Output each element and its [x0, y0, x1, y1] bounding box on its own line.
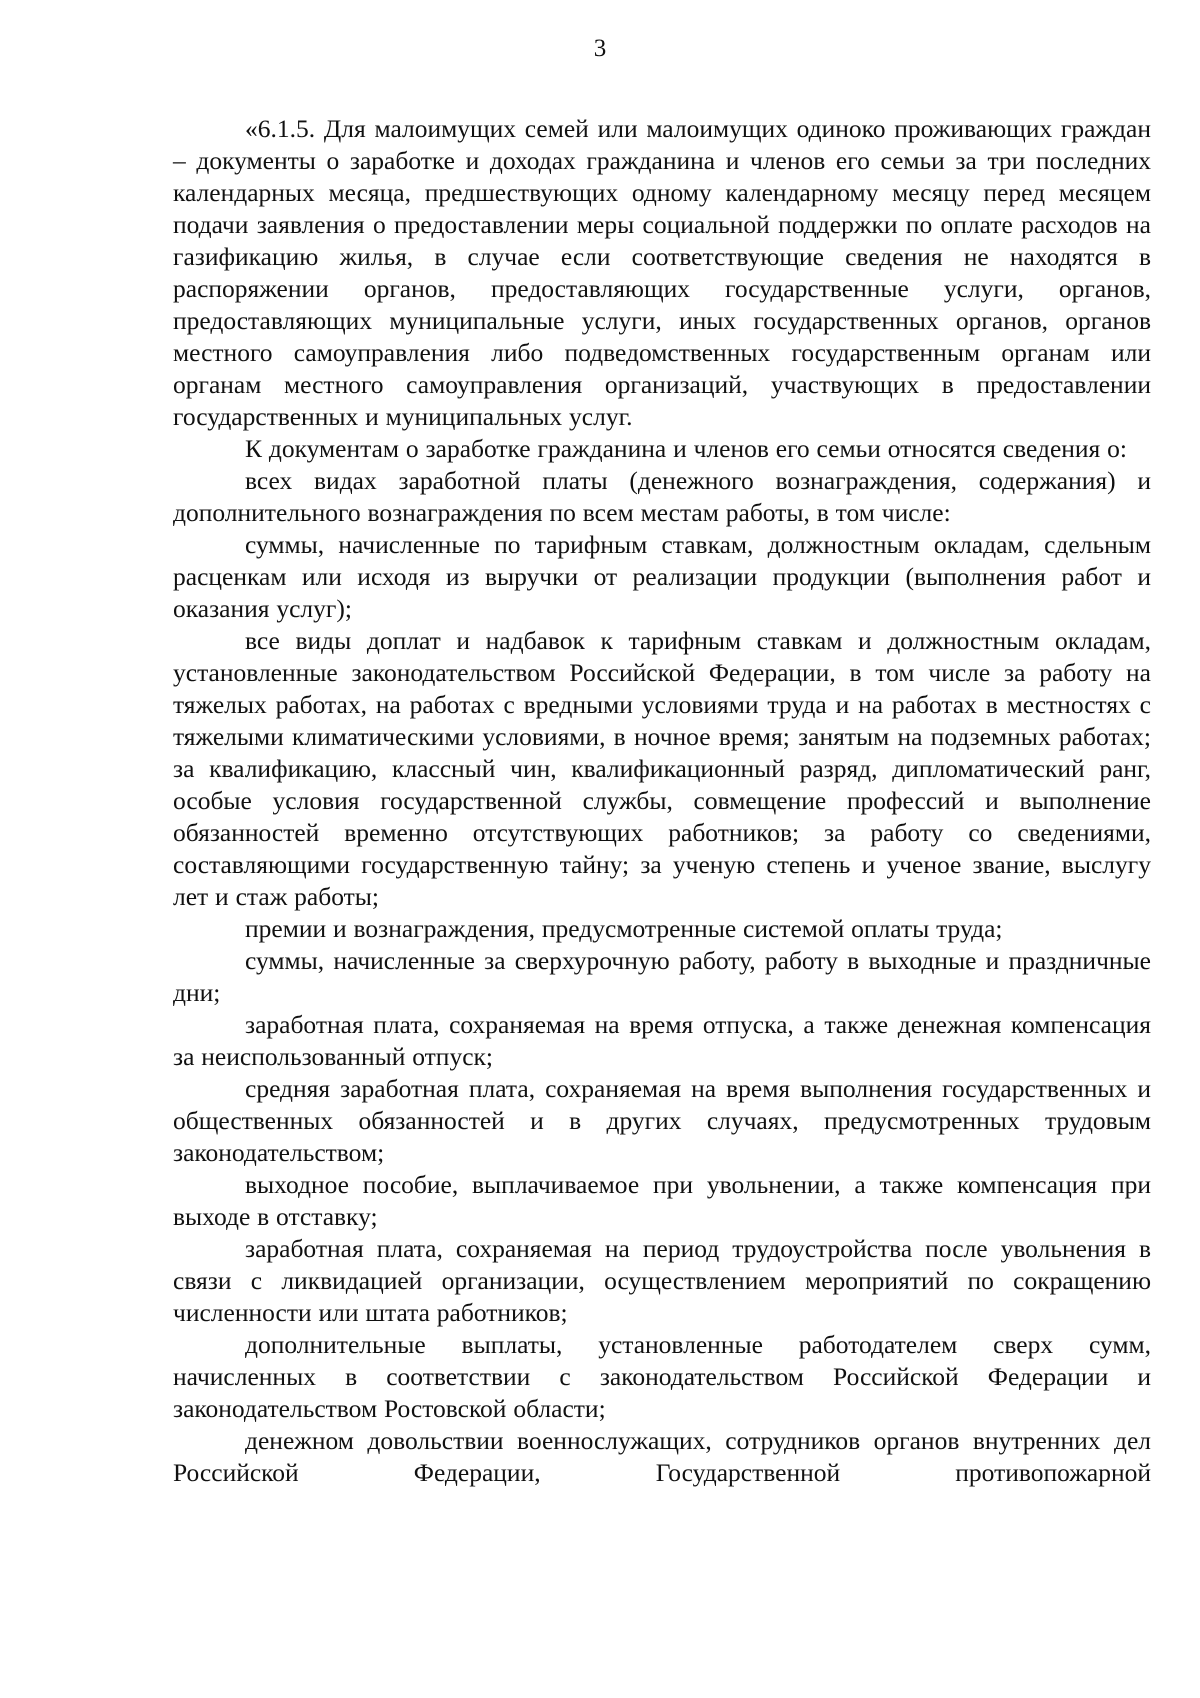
paragraph-average-wage: средняя заработная плата, сохраняемая на время выполнения государственных и общественных обязанностей и в других случаях, предусмотренных трудовым законодательством;: [173, 1074, 1151, 1167]
paragraph-allowances: все виды доплат и надбавок к тарифным ставкам и должностным окладам, установленные законодательством Российской Федерации, в том числе за работу на тяжелых работах, на работах с вредными условиями труда и на работах в местностях с тяжелыми климатическими условиями, в ночное время; занятым на подземных работах; за квалификацию, классный чин, квалификационный разряд, дипломатический ранг, особые условия государственной службы, совмещение профессий и выполнение обязанностей временно отсутствующих работников; за работу со сведениями, составляющими государственную тайну; за ученую степень и ученое звание, выслугу лет и стаж работы;: [173, 626, 1151, 911]
paragraph-employment-period: заработная плата, сохраняемая на период трудоустройства после увольнения в связи с ликвидацией организации, осуществлением мероприятий по сокращению численности или штата работников;: [173, 1234, 1151, 1327]
paragraph-military-allowance: денежном довольствии военнослужащих, сотрудников органов внутренних дел Российской Федерации, Государственной противопожарной: [173, 1426, 1151, 1487]
paragraph-wage-types: всех видах заработной платы (денежного вознаграждения, содержания) и дополнительного вознаграждения по всем местам работы, в том числе:: [173, 466, 1151, 527]
page-number: 3: [593, 35, 607, 62]
paragraph-vacation-pay: заработная плата, сохраняемая на время отпуска, а также денежная компенсация за неиспользованный отпуск;: [173, 1010, 1151, 1071]
document-body: [173, 113, 1151, 1489]
paragraph-earnings-documents: К документам о заработке гражданина и членов его семьи относятся сведения о:: [245, 434, 1128, 463]
paragraph-bonuses: премии и вознаграждения, предусмотренные системой оплаты труда;: [245, 914, 1003, 943]
paragraph-6-1-5: «6.1.5. Для малоимущих семей или малоимущих одиноко проживающих граждан – документы о заработке и доходах гражданина и членов его семьи за три последних календарных месяца, предшествующих одному календарному месяцу перед месяцем подачи заявления о предоставлении меры социальной поддержки по оплате расходов на газификацию жилья, в случае если соответствующие сведения не находятся в распоряжении органов, предоставляющих государственные услуги, органов, предоставляющих муниципальные услуги, иных государственных органов, органов местного самоуправления либо подведомственных государственным органам или органам местного самоуправления организаций, участвующих в предоставлении государственных и муниципальных услуг.: [173, 114, 1151, 431]
paragraph-tariff-sums: суммы, начисленные по тарифным ставкам, должностным окладам, сдельным расценкам или исходя из выручки от реализации продукции (выполнения работ и оказания услуг);: [173, 530, 1151, 623]
paragraph-additional-payments: дополнительные выплаты, установленные работодателем сверх сумм, начисленных в соответствии с законодательством Российской Федерации и законодательством Ростовской области;: [173, 1330, 1151, 1423]
paragraph-overtime: суммы, начисленные за сверхурочную работу, работу в выходные и праздничные дни;: [173, 946, 1151, 1007]
paragraph-severance: выходное пособие, выплачиваемое при увольнении, а также компенсация при выходе в отставку;: [173, 1170, 1151, 1231]
